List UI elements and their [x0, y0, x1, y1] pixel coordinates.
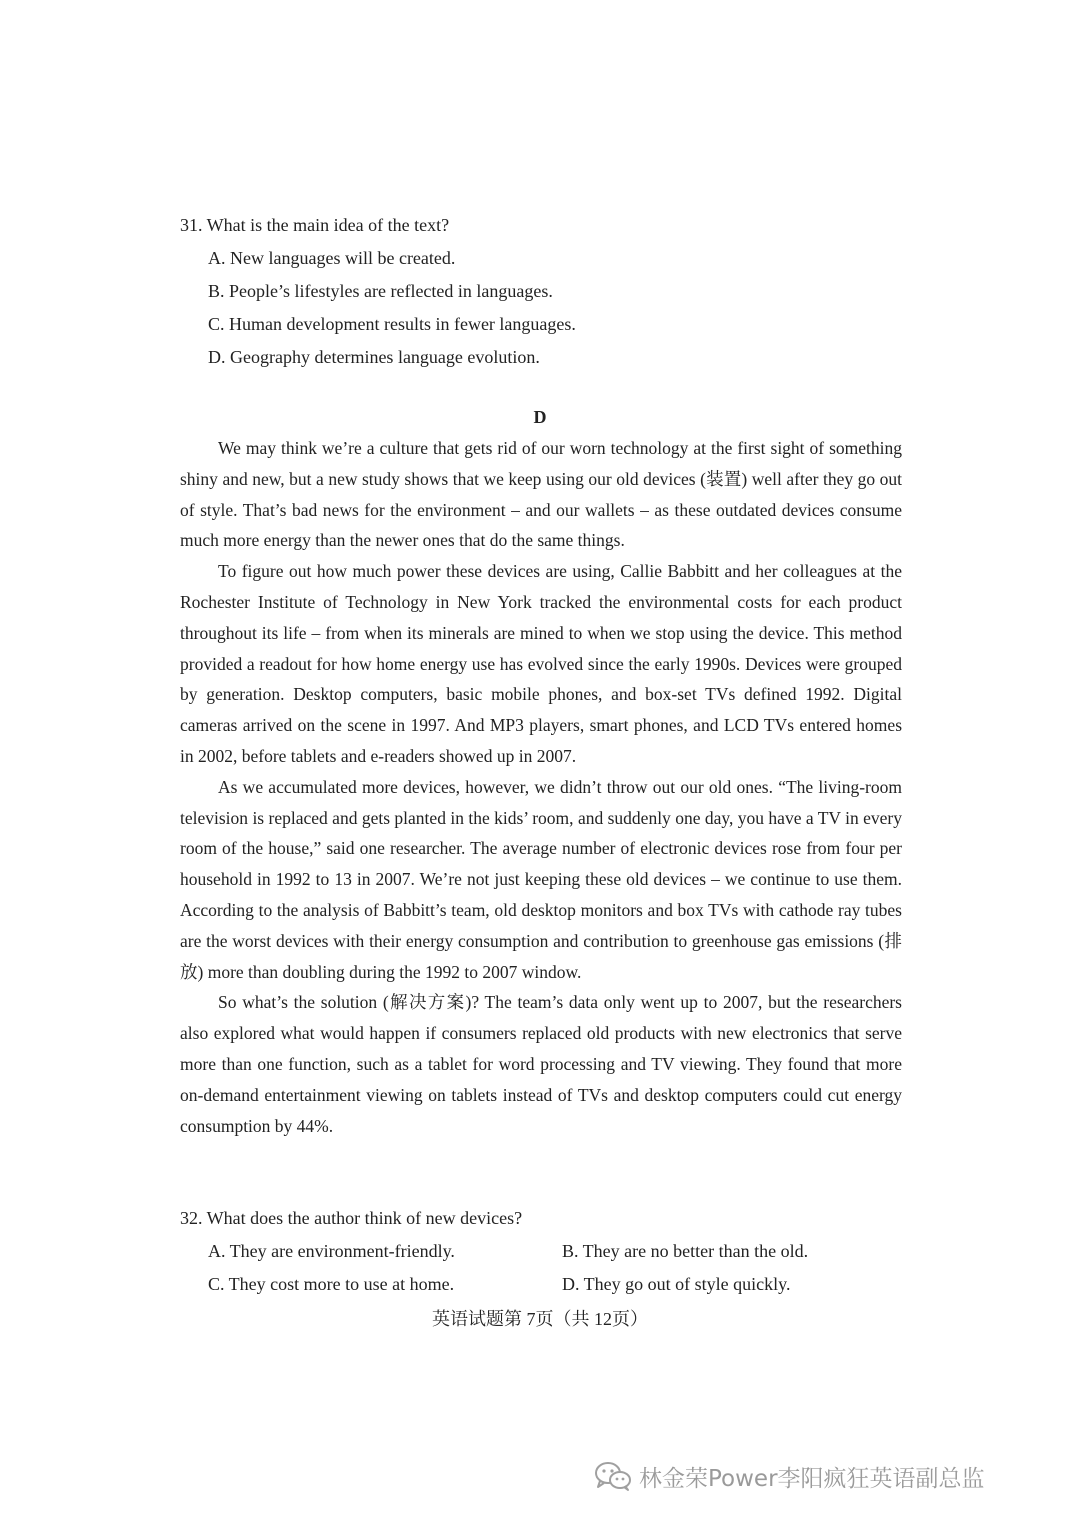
question-32-stem: 32. What does the author think of new devices?	[180, 1208, 523, 1228]
question-31-option-a: A. New languages will be created.	[208, 248, 456, 268]
wechat-watermark	[593, 1456, 1063, 1496]
question-32-option-b: B. They are no better than the old.	[562, 1241, 809, 1261]
question-32-option-a: A. They are environment-friendly.	[208, 1241, 455, 1261]
question-31-option-c: C. Human development results in fewer languages.	[208, 314, 576, 334]
passage-paragraph-1: We may think we’re a culture that gets rid of our worn technology at the first sight of something shiny and new, but a new study shows that we keep using our old devices (装置) well after they go out of style. That’s bad news for the environment – and our wallets – as these outdated devices consume much more energy than the newer ones that do the same things.	[180, 438, 902, 551]
question-31-option-b: B. People’s lifestyles are reflected in languages.	[208, 281, 553, 301]
wechat-icon	[593, 1460, 633, 1492]
question-31	[180, 209, 910, 374]
question-31-option-d: D. Geography determines language evolution.	[208, 347, 540, 367]
question-32-options	[208, 1235, 910, 1301]
question-32	[180, 1202, 910, 1301]
passage-paragraph-2: To figure out how much power these devices are using, Callie Babbitt and her colleagues at the Rochester Institute of Technology in New York tracked the environmental costs for each product throughout its life – from when its minerals are mined to when we stop using the device. This method provided a readout for how home energy use has evolved since the early 1990s. Devices were grouped by generation. Desktop computers, basic mobile phones, and box-set TVs defined 1992. Digital cameras arrived on the scene in 1997. And MP3 players, smart phones, and LCD TVs entered homes in 2002, before tablets and e-readers showed up in 2007.	[180, 561, 902, 766]
passage-paragraph-4: So what’s the solution (解决方案)? The team’s data only went up to 2007, but the researchers also explored what would happen if consumers replaced old products with new electronics that serve more than one function, such as a tablet for word processing and TV viewing. They found that more on-demand entertainment viewing on tablets instead of TVs and desktop computers could cut energy consumption by 44%.	[180, 992, 902, 1136]
watermark-text: 林金荣Power李阳疯狂英语副总监	[639, 1465, 985, 1492]
passage-paragraph-3: As we accumulated more devices, however, we didn’t throw out our old ones. “The living-room television is replaced and gets planted in the kids’ room, and suddenly one day, you have a TV in every room of the house,” said one researcher. The average number of electronic devices rose from four per household in 1992 to 13 in 2007. We’re not just keeping these old devices – we continue to use them. According to the analysis of Babbitt’s team, old desktop monitors and box TVs with cathode ray tubes are the worst devices with their energy consumption and contribution to greenhouse gas emissions (排放) more than doubling during the 1992 to 2007 window.	[180, 776, 902, 982]
question-31-stem: 31. What is the main idea of the text?	[180, 215, 450, 235]
passage-title: D	[533, 407, 547, 427]
passage-d	[180, 433, 902, 1141]
question-32-option-d: D. They go out of style quickly.	[562, 1274, 791, 1294]
page-number-footer: 英语试题第 7页（共 12页）	[432, 1309, 648, 1329]
question-32-option-c: C. They cost more to use at home.	[208, 1274, 455, 1294]
